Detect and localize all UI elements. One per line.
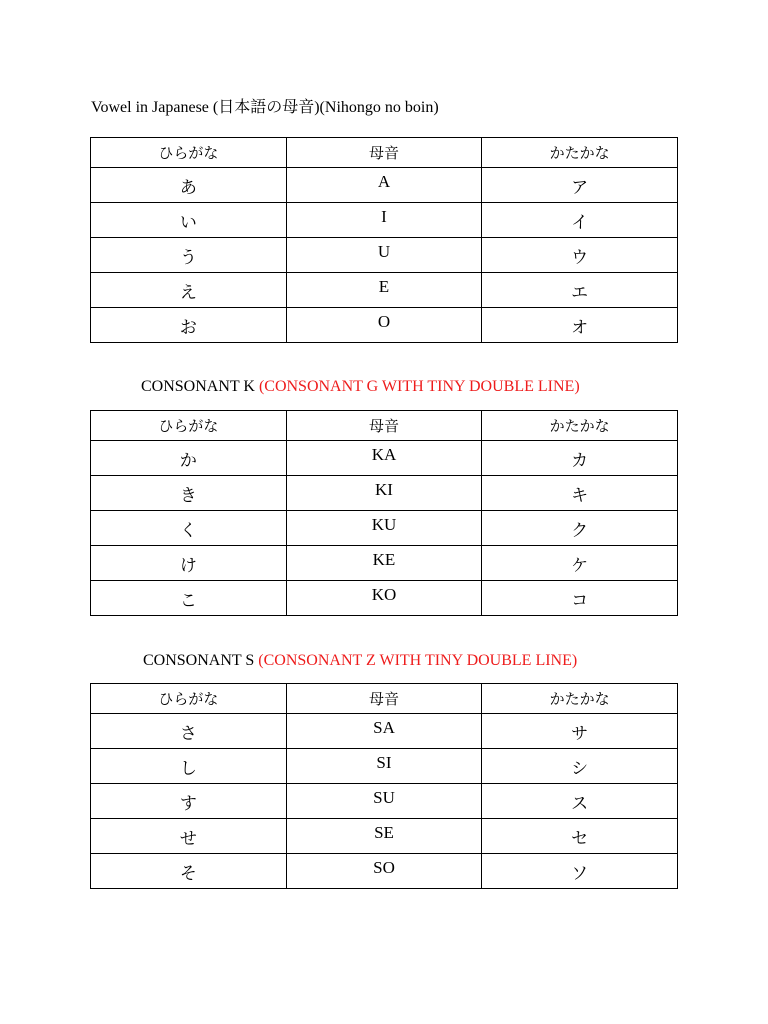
romaji-cell: KA	[286, 441, 482, 476]
table-header-row	[91, 411, 678, 441]
hiragana-cell: け	[91, 546, 287, 581]
romaji-cell: A	[286, 168, 482, 203]
table-row	[91, 749, 678, 784]
romaji-cell: I	[286, 203, 482, 238]
header-hiragana: ひらがな	[91, 684, 287, 714]
heading-note: (CONSONANT G WITH TINY DOUBLE LINE)	[258, 378, 580, 395]
table-row	[91, 238, 678, 273]
table-row	[91, 203, 678, 238]
katakana-cell: セ	[482, 819, 678, 854]
katakana-cell: シ	[482, 749, 678, 784]
hiragana-cell: う	[91, 238, 287, 273]
katakana-cell: ク	[482, 511, 678, 546]
hiragana-cell: す	[91, 784, 287, 819]
katakana-cell: エ	[482, 273, 678, 308]
table-row	[91, 168, 678, 203]
hiragana-cell: そ	[91, 854, 287, 889]
katakana-cell: サ	[482, 714, 678, 749]
katakana-cell: コ	[482, 581, 678, 616]
romaji-cell: O	[286, 308, 482, 343]
romaji-cell: SA	[286, 714, 482, 749]
romaji-cell: E	[286, 273, 482, 308]
romaji-cell: SO	[286, 854, 482, 889]
katakana-cell: オ	[482, 308, 678, 343]
hiragana-cell: き	[91, 476, 287, 511]
section-heading-vowels	[91, 98, 439, 118]
header-boin: 母音	[286, 138, 482, 168]
heading-text: Vowel in Japanese (日本語の母音)(Nihongo no boin)	[91, 99, 439, 116]
katakana-cell: ケ	[482, 546, 678, 581]
romaji-cell: SI	[286, 749, 482, 784]
table-row	[91, 511, 678, 546]
header-boin: 母音	[286, 411, 482, 441]
romaji-cell: KE	[286, 546, 482, 581]
katakana-cell: ソ	[482, 854, 678, 889]
hiragana-cell: こ	[91, 581, 287, 616]
heading-text: CONSONANT S	[143, 652, 259, 669]
hiragana-cell: か	[91, 441, 287, 476]
header-hiragana: ひらがな	[91, 411, 287, 441]
table-row	[91, 273, 678, 308]
header-katakana: かたかな	[482, 411, 678, 441]
header-katakana: かたかな	[482, 684, 678, 714]
romaji-cell: U	[286, 238, 482, 273]
vowel-table	[90, 137, 678, 343]
hiragana-cell: く	[91, 511, 287, 546]
header-boin: 母音	[286, 684, 482, 714]
heading-note: (CONSONANT Z WITH TINY DOUBLE LINE)	[258, 652, 578, 669]
katakana-cell: イ	[482, 203, 678, 238]
table-row	[91, 441, 678, 476]
table-header-row	[91, 138, 678, 168]
section-heading-consonant-s	[143, 651, 577, 671]
table-row	[91, 546, 678, 581]
katakana-cell: カ	[482, 441, 678, 476]
consonant-s-table	[90, 683, 678, 889]
katakana-cell: ア	[482, 168, 678, 203]
hiragana-cell: い	[91, 203, 287, 238]
table-row	[91, 581, 678, 616]
katakana-cell: ス	[482, 784, 678, 819]
romaji-cell: KU	[286, 511, 482, 546]
hiragana-cell: あ	[91, 168, 287, 203]
hiragana-cell: さ	[91, 714, 287, 749]
table-header-row	[91, 684, 678, 714]
hiragana-cell: し	[91, 749, 287, 784]
katakana-cell: ウ	[482, 238, 678, 273]
table-row	[91, 714, 678, 749]
romaji-cell: SU	[286, 784, 482, 819]
table-row	[91, 819, 678, 854]
header-hiragana: ひらがな	[91, 138, 287, 168]
romaji-cell: KO	[286, 581, 482, 616]
consonant-k-table	[90, 410, 678, 616]
heading-text: CONSONANT K	[141, 378, 259, 395]
hiragana-cell: お	[91, 308, 287, 343]
section-heading-consonant-k	[141, 377, 580, 397]
romaji-cell: KI	[286, 476, 482, 511]
table-row	[91, 476, 678, 511]
romaji-cell: SE	[286, 819, 482, 854]
hiragana-cell: せ	[91, 819, 287, 854]
table-row	[91, 854, 678, 889]
hiragana-cell: え	[91, 273, 287, 308]
katakana-cell: キ	[482, 476, 678, 511]
header-katakana: かたかな	[482, 138, 678, 168]
table-row	[91, 784, 678, 819]
table-row	[91, 308, 678, 343]
